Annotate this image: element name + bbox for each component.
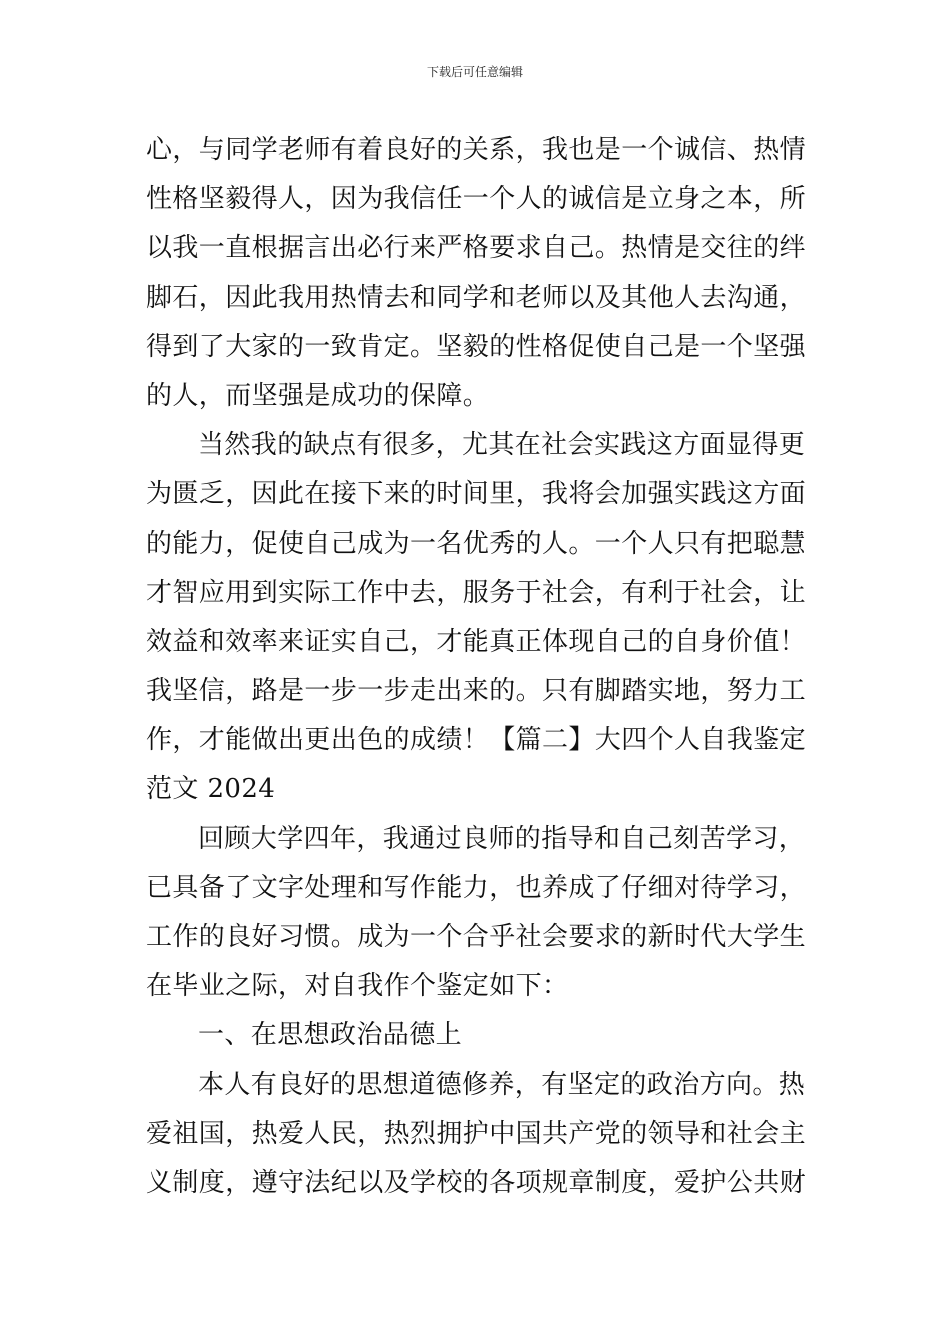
text-line: 效益和效率来证实自己，才能真正体现自己的自身价值！ — [146, 626, 807, 657]
text-line: 的能力，促使自己成为一名优秀的人。一个人只有把聪慧 — [146, 528, 807, 559]
text-line: 为匮乏，因此在接下来的时间里，我将会加强实践这方面 — [146, 479, 807, 510]
text-line: 义制度，遵守法纪以及学校的各项规章制度，爱护公共财 — [146, 1167, 807, 1198]
text-line: 作，才能做出更出色的成绩！【篇二】大四个人自我鉴定 — [146, 725, 807, 756]
section-heading: 一、在思想政治品德上 — [198, 1020, 463, 1051]
text-line: 范文 2024 — [146, 774, 276, 805]
text-line: 脚石，因此我用热情去和同学和老师以及其他人去沟通， — [146, 282, 807, 313]
text-line: 在毕业之际，对自我作个鉴定如下： — [146, 971, 569, 1002]
page-header: 下载后可任意编辑 — [426, 65, 523, 79]
paragraph-start-line: 回顾大学四年，我通过良师的指导和自己刻苦学习， — [198, 823, 806, 854]
paragraph-start-line: 当然我的缺点有很多，尤其在社会实践这方面显得更 — [198, 430, 806, 461]
text-line: 我坚信，路是一步一步走出来的。只有脚踏实地，努力工 — [146, 676, 807, 707]
text-line: 爱祖国，热爱人民，热烈拥护中国共产党的领导和社会主 — [146, 1118, 807, 1149]
text-line: 性格坚毅得人，因为我信任一个人的诚信是立身之本，所 — [146, 184, 807, 215]
text-line: 的人，而坚强是成功的保障。 — [146, 380, 490, 411]
paragraph-start-line: 本人有良好的思想道德修养，有坚定的政治方向。热 — [198, 1069, 806, 1100]
text-line: 心，与同学老师有着良好的关系，我也是一个诚信、热情 — [146, 135, 807, 165]
text-line: 才智应用到实际工作中去，服务于社会，有利于社会，让 — [146, 577, 807, 608]
text-line: 已具备了文字处理和写作能力，也养成了仔细对待学习， — [146, 872, 807, 903]
text-line: 以我一直根据言出必行来严格要求自己。热情是交往的绊 — [146, 233, 807, 264]
document-body — [146, 126, 806, 1208]
text-line: 工作的良好习惯。成为一个合乎社会要求的新时代大学生 — [146, 922, 807, 952]
text-line: 得到了大家的一致肯定。坚毅的性格促使自己是一个坚强 — [146, 331, 807, 362]
